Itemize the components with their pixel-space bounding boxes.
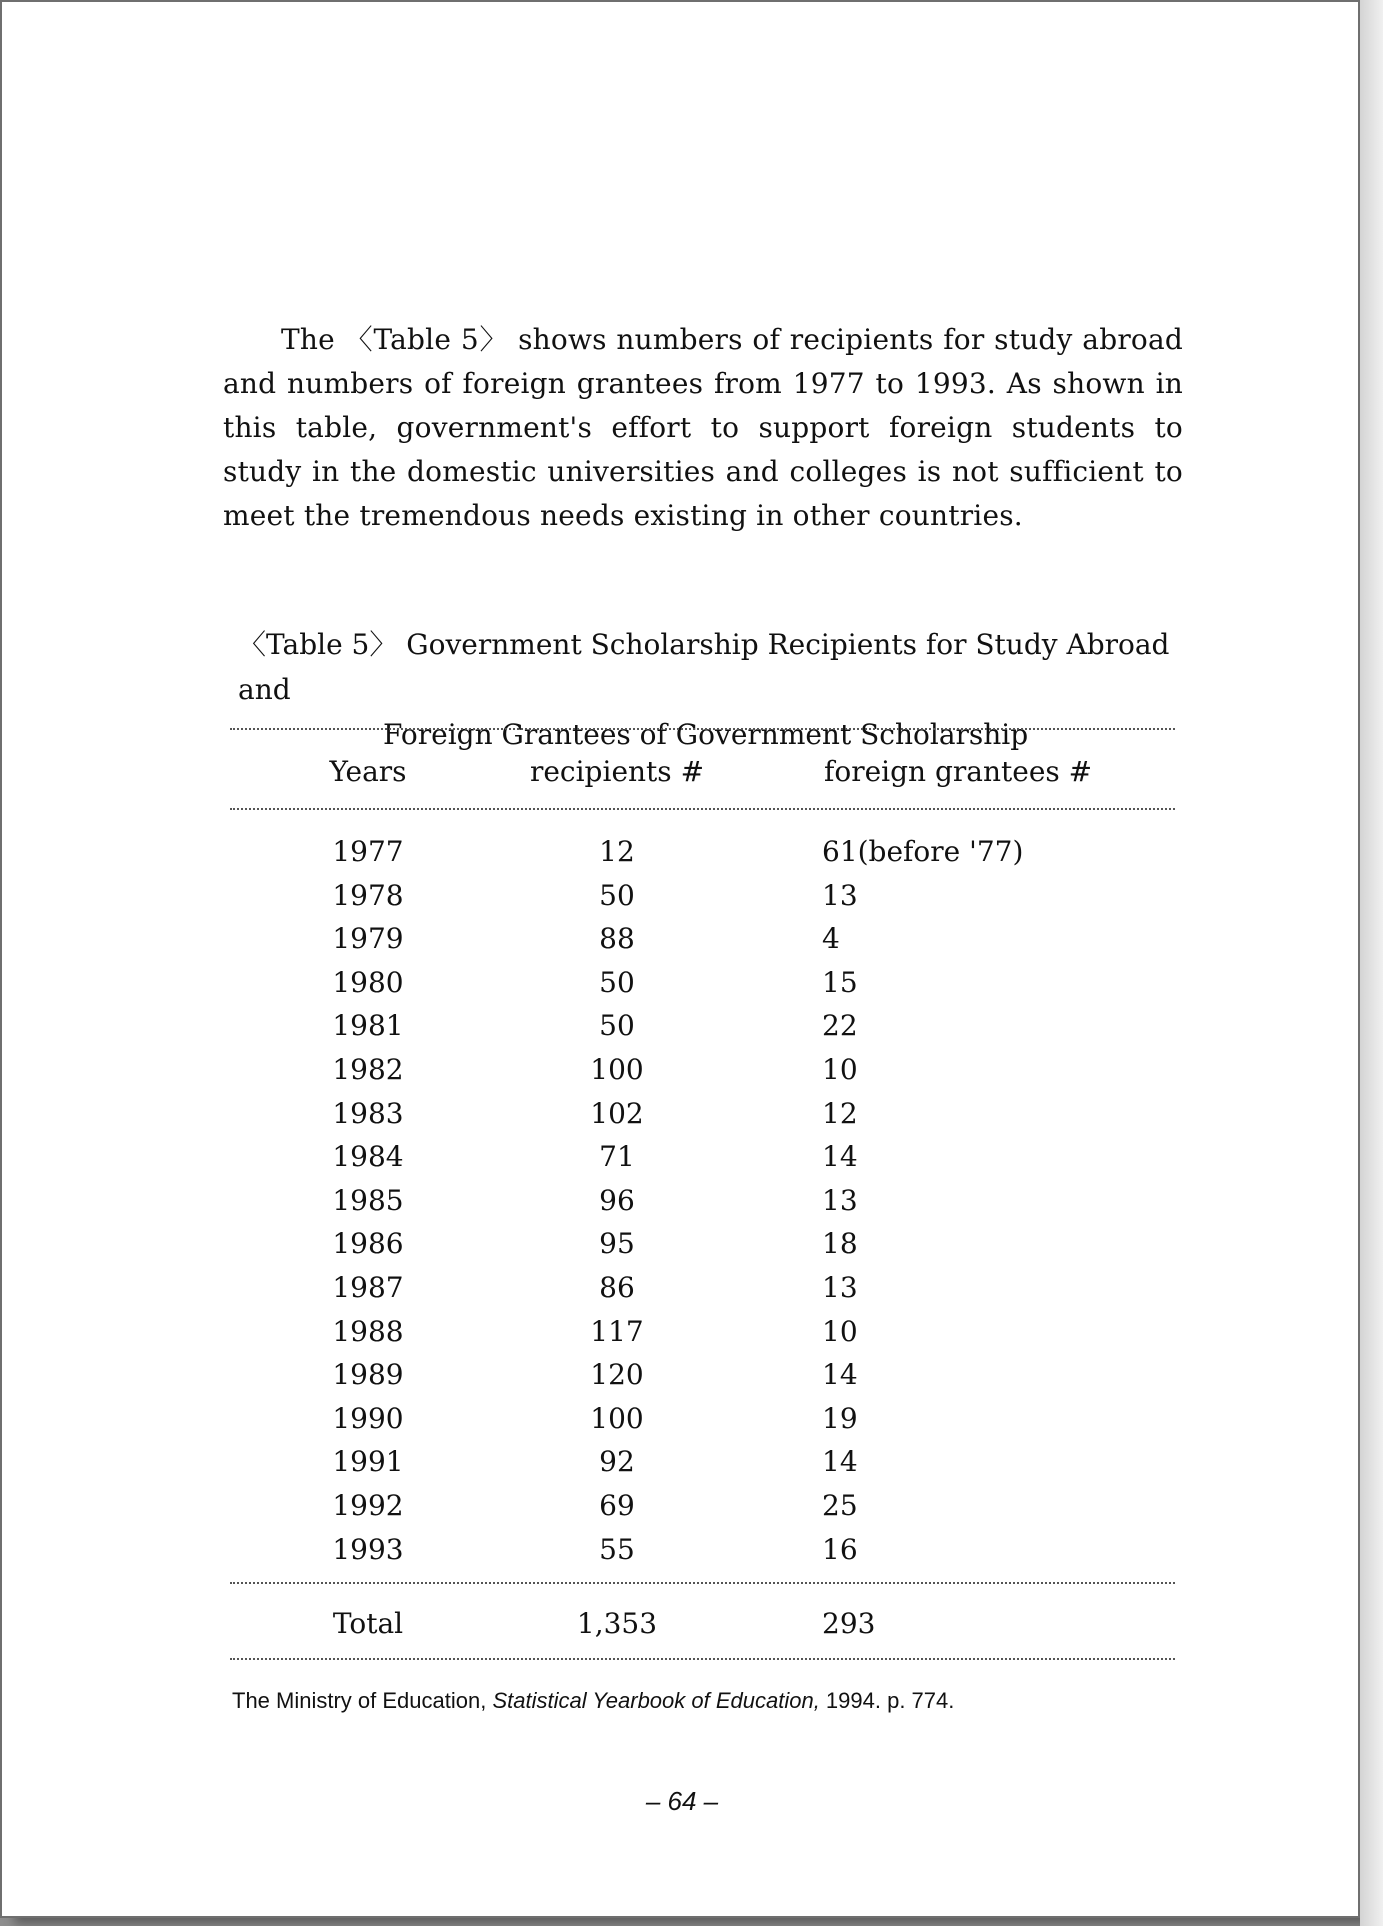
year-cell: 1987 bbox=[332, 1270, 404, 1304]
year-cell: 1977 bbox=[332, 835, 404, 868]
table-top-rule bbox=[230, 728, 1175, 730]
foreign-grantees-cell: 61(before '77) bbox=[822, 835, 1024, 868]
year-cell: 1985 bbox=[332, 1183, 404, 1217]
foreign-grantees-cell: 10 bbox=[822, 1052, 858, 1086]
recipients-cell: 100 bbox=[590, 1401, 644, 1435]
foreign-grantees-cell: 13 bbox=[822, 1183, 858, 1217]
foreign-grantees-cell: 13 bbox=[822, 878, 858, 912]
year-cell: 1981 bbox=[332, 1009, 404, 1043]
source-citation bbox=[232, 1688, 954, 1714]
foreign-grantees-cell: 14 bbox=[822, 1445, 858, 1479]
table-header-rule bbox=[230, 808, 1175, 810]
total-label: Total bbox=[332, 1607, 404, 1640]
table-bottom-rule bbox=[230, 1658, 1175, 1660]
year-cell: 1980 bbox=[332, 965, 404, 999]
total-recipients: 1,353 bbox=[576, 1607, 658, 1640]
year-cell: 1989 bbox=[332, 1358, 404, 1392]
foreign-grantees-column bbox=[822, 830, 1122, 1571]
recipients-cell: 100 bbox=[590, 1052, 644, 1086]
recipients-cell: 88 bbox=[599, 922, 635, 956]
recipients-cell: 55 bbox=[599, 1532, 635, 1566]
year-cell: 1988 bbox=[332, 1314, 404, 1348]
year-cell: 1979 bbox=[332, 922, 404, 956]
foreign-grantees-cell: 22 bbox=[822, 1009, 858, 1043]
year-cell: 1992 bbox=[332, 1488, 404, 1522]
foreign-grantees-cell: 14 bbox=[822, 1140, 858, 1174]
recipients-cell: 96 bbox=[599, 1183, 635, 1217]
foreign-grantees-cell: 13 bbox=[822, 1270, 858, 1304]
table-body-rule bbox=[230, 1582, 1175, 1584]
recipients-cell: 69 bbox=[599, 1488, 635, 1522]
foreign-grantees-cell: 10 bbox=[822, 1314, 858, 1348]
recipients-cell: 50 bbox=[599, 965, 635, 999]
source-suffix: 1994. p. 774. bbox=[819, 1688, 955, 1713]
foreign-grantees-cell: 12 bbox=[822, 1096, 858, 1130]
table-caption-line1: 〈Table 5〉 Government Scholarship Recipients for Study Abroad and bbox=[238, 628, 1170, 706]
recipients-cell: 71 bbox=[599, 1140, 635, 1174]
page-number: – 64 – bbox=[645, 1786, 719, 1816]
header-recipients: recipients # bbox=[529, 755, 705, 788]
recipients-column bbox=[522, 830, 712, 1571]
foreign-grantees-cell: 18 bbox=[822, 1227, 858, 1261]
year-cell: 1986 bbox=[332, 1227, 404, 1261]
year-cell: 1990 bbox=[332, 1401, 404, 1435]
year-cell: 1991 bbox=[332, 1445, 404, 1479]
year-cell: 1978 bbox=[332, 878, 404, 912]
year-cell: 1993 bbox=[332, 1532, 404, 1566]
table-caption-line2: Foreign Grantees of Government Scholarship bbox=[383, 718, 1029, 751]
recipients-cell: 86 bbox=[599, 1270, 635, 1304]
page-edge-shadow bbox=[1360, 0, 1383, 1926]
year-cell: 1983 bbox=[332, 1096, 404, 1130]
recipients-cell: 50 bbox=[599, 1009, 635, 1043]
recipients-cell: 12 bbox=[599, 835, 635, 868]
header-foreign-grantees: foreign grantees # bbox=[824, 755, 1093, 788]
header-years: Years bbox=[329, 755, 407, 788]
recipients-cell: 92 bbox=[599, 1445, 635, 1479]
intro-paragraph: The 〈Table 5〉 shows numbers of recipients for study abroad and numbers of foreign grantees from 1977 to 1993. As shown in this table, government's effort to support foreign students to study in the domestic universities and colleges is not sufficient to meet the tremendous needs existing in other countries. bbox=[223, 323, 1183, 532]
years-column bbox=[298, 830, 438, 1571]
source-prefix: The Ministry of Education, bbox=[232, 1688, 493, 1713]
foreign-grantees-cell: 16 bbox=[822, 1532, 858, 1566]
foreign-grantees-cell: 25 bbox=[822, 1488, 858, 1522]
foreign-grantees-cell: 15 bbox=[822, 965, 858, 999]
foreign-grantees-cell: 4 bbox=[822, 922, 840, 956]
table-caption bbox=[238, 622, 1188, 757]
recipients-cell: 117 bbox=[590, 1314, 644, 1348]
recipients-cell: 95 bbox=[599, 1227, 635, 1261]
recipients-cell: 120 bbox=[590, 1358, 644, 1392]
source-title: Statistical Yearbook of Education, bbox=[492, 1688, 820, 1713]
recipients-cell: 102 bbox=[590, 1096, 644, 1130]
total-foreign-grantees: 293 bbox=[822, 1607, 876, 1640]
recipients-cell: 50 bbox=[599, 878, 635, 912]
year-cell: 1984 bbox=[332, 1140, 404, 1174]
year-cell: 1982 bbox=[332, 1052, 404, 1086]
foreign-grantees-cell: 19 bbox=[822, 1401, 858, 1435]
foreign-grantees-cell: 14 bbox=[822, 1358, 858, 1392]
